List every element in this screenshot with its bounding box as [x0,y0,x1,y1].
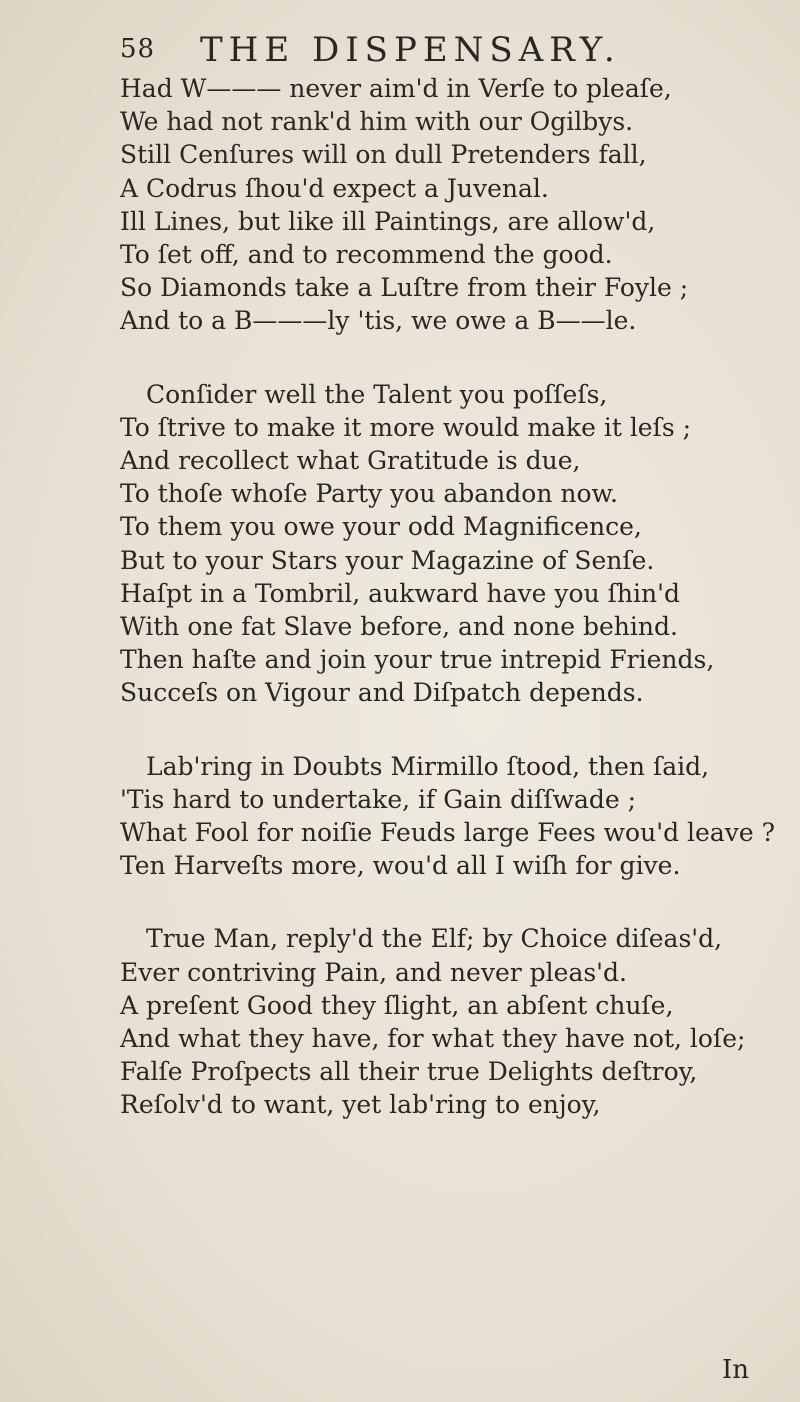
verse-line: A Codrus ſhou'd expect a Juvenal. [120,173,549,203]
verse-line: 'Tis hard to undertake, if Gain diſſwade ; [120,784,637,814]
verse-line: Conſider well the Talent you poſſeſs, [146,379,608,409]
poem-text [120,72,780,1162]
verse-line: And to a B———ly 'tis, we owe a B——le. [120,306,637,336]
verse-line: To them you owe your odd Magnificence, [120,512,642,542]
verse-line: What Fool for noiſie Feuds large Fees wou'd leave ? [120,818,775,848]
verse-line: A preſent Good they ſlight, an abſent chuſe, [120,990,674,1020]
stanza-2 [120,378,780,710]
verse-line: True Man, reply'd the Elf; by Choice diſeas'd, [146,924,723,954]
stanza-4 [120,922,780,1121]
verse-line: Then haſte and join your true intrepid Friends, [120,645,715,675]
verse-line: To ſet off, and to recommend the good. [120,240,613,270]
verse-line: With one fat Slave before, and none behind. [120,612,678,642]
verse-line: Had W——— never aim'd in Verſe to pleaſe, [120,74,672,103]
verse-line: So Diamonds take a Luſtre from their Foyle ; [120,273,689,303]
page-number: 58 [120,34,156,64]
verse-line: Ill Lines, but like ill Paintings, are allow'd, [120,206,656,236]
running-head [120,22,720,72]
verse-line: Haſpt in a Tombril, aukward have you ſhin'd [120,578,680,608]
verse-line: And what they have, for what they have not, loſe; [120,1024,746,1054]
verse-line: Succeſs on Vigour and Diſpatch depends. [120,678,644,708]
verse-line: Lab'ring in Doubts Mirmillo ſtood, then ſaid, [146,751,710,781]
verse-line: Ten Harveſts more, wou'd all I wiſh for give. [120,851,681,881]
verse-line: Still Cenſures will on dull Pretenders fall, [120,140,647,170]
stanza-1 [120,72,780,338]
verse-line: Falſe Proſpects all their true Delights deſtroy, [120,1057,698,1087]
verse-line: And recollect what Gratitude is due, [120,446,581,476]
verse-line: To ſtrive to make it more would make it leſs ; [120,412,692,442]
verse-line: Reſolv'd to want, yet lab'ring to enjoy, [120,1090,601,1120]
verse-line: To thoſe whoſe Party you abandon now. [120,479,618,509]
verse-line: But to your Stars your Magazine of Senſe. [120,545,655,575]
catchword: In [722,1355,750,1385]
verse-line: We had not rank'd him with our Ogilbys. [120,107,634,137]
stanza-3 [120,750,780,883]
running-title: THE DISPENSARY. [200,30,621,70]
verse-line: Ever contriving Pain, and never pleas'd. [120,957,627,987]
